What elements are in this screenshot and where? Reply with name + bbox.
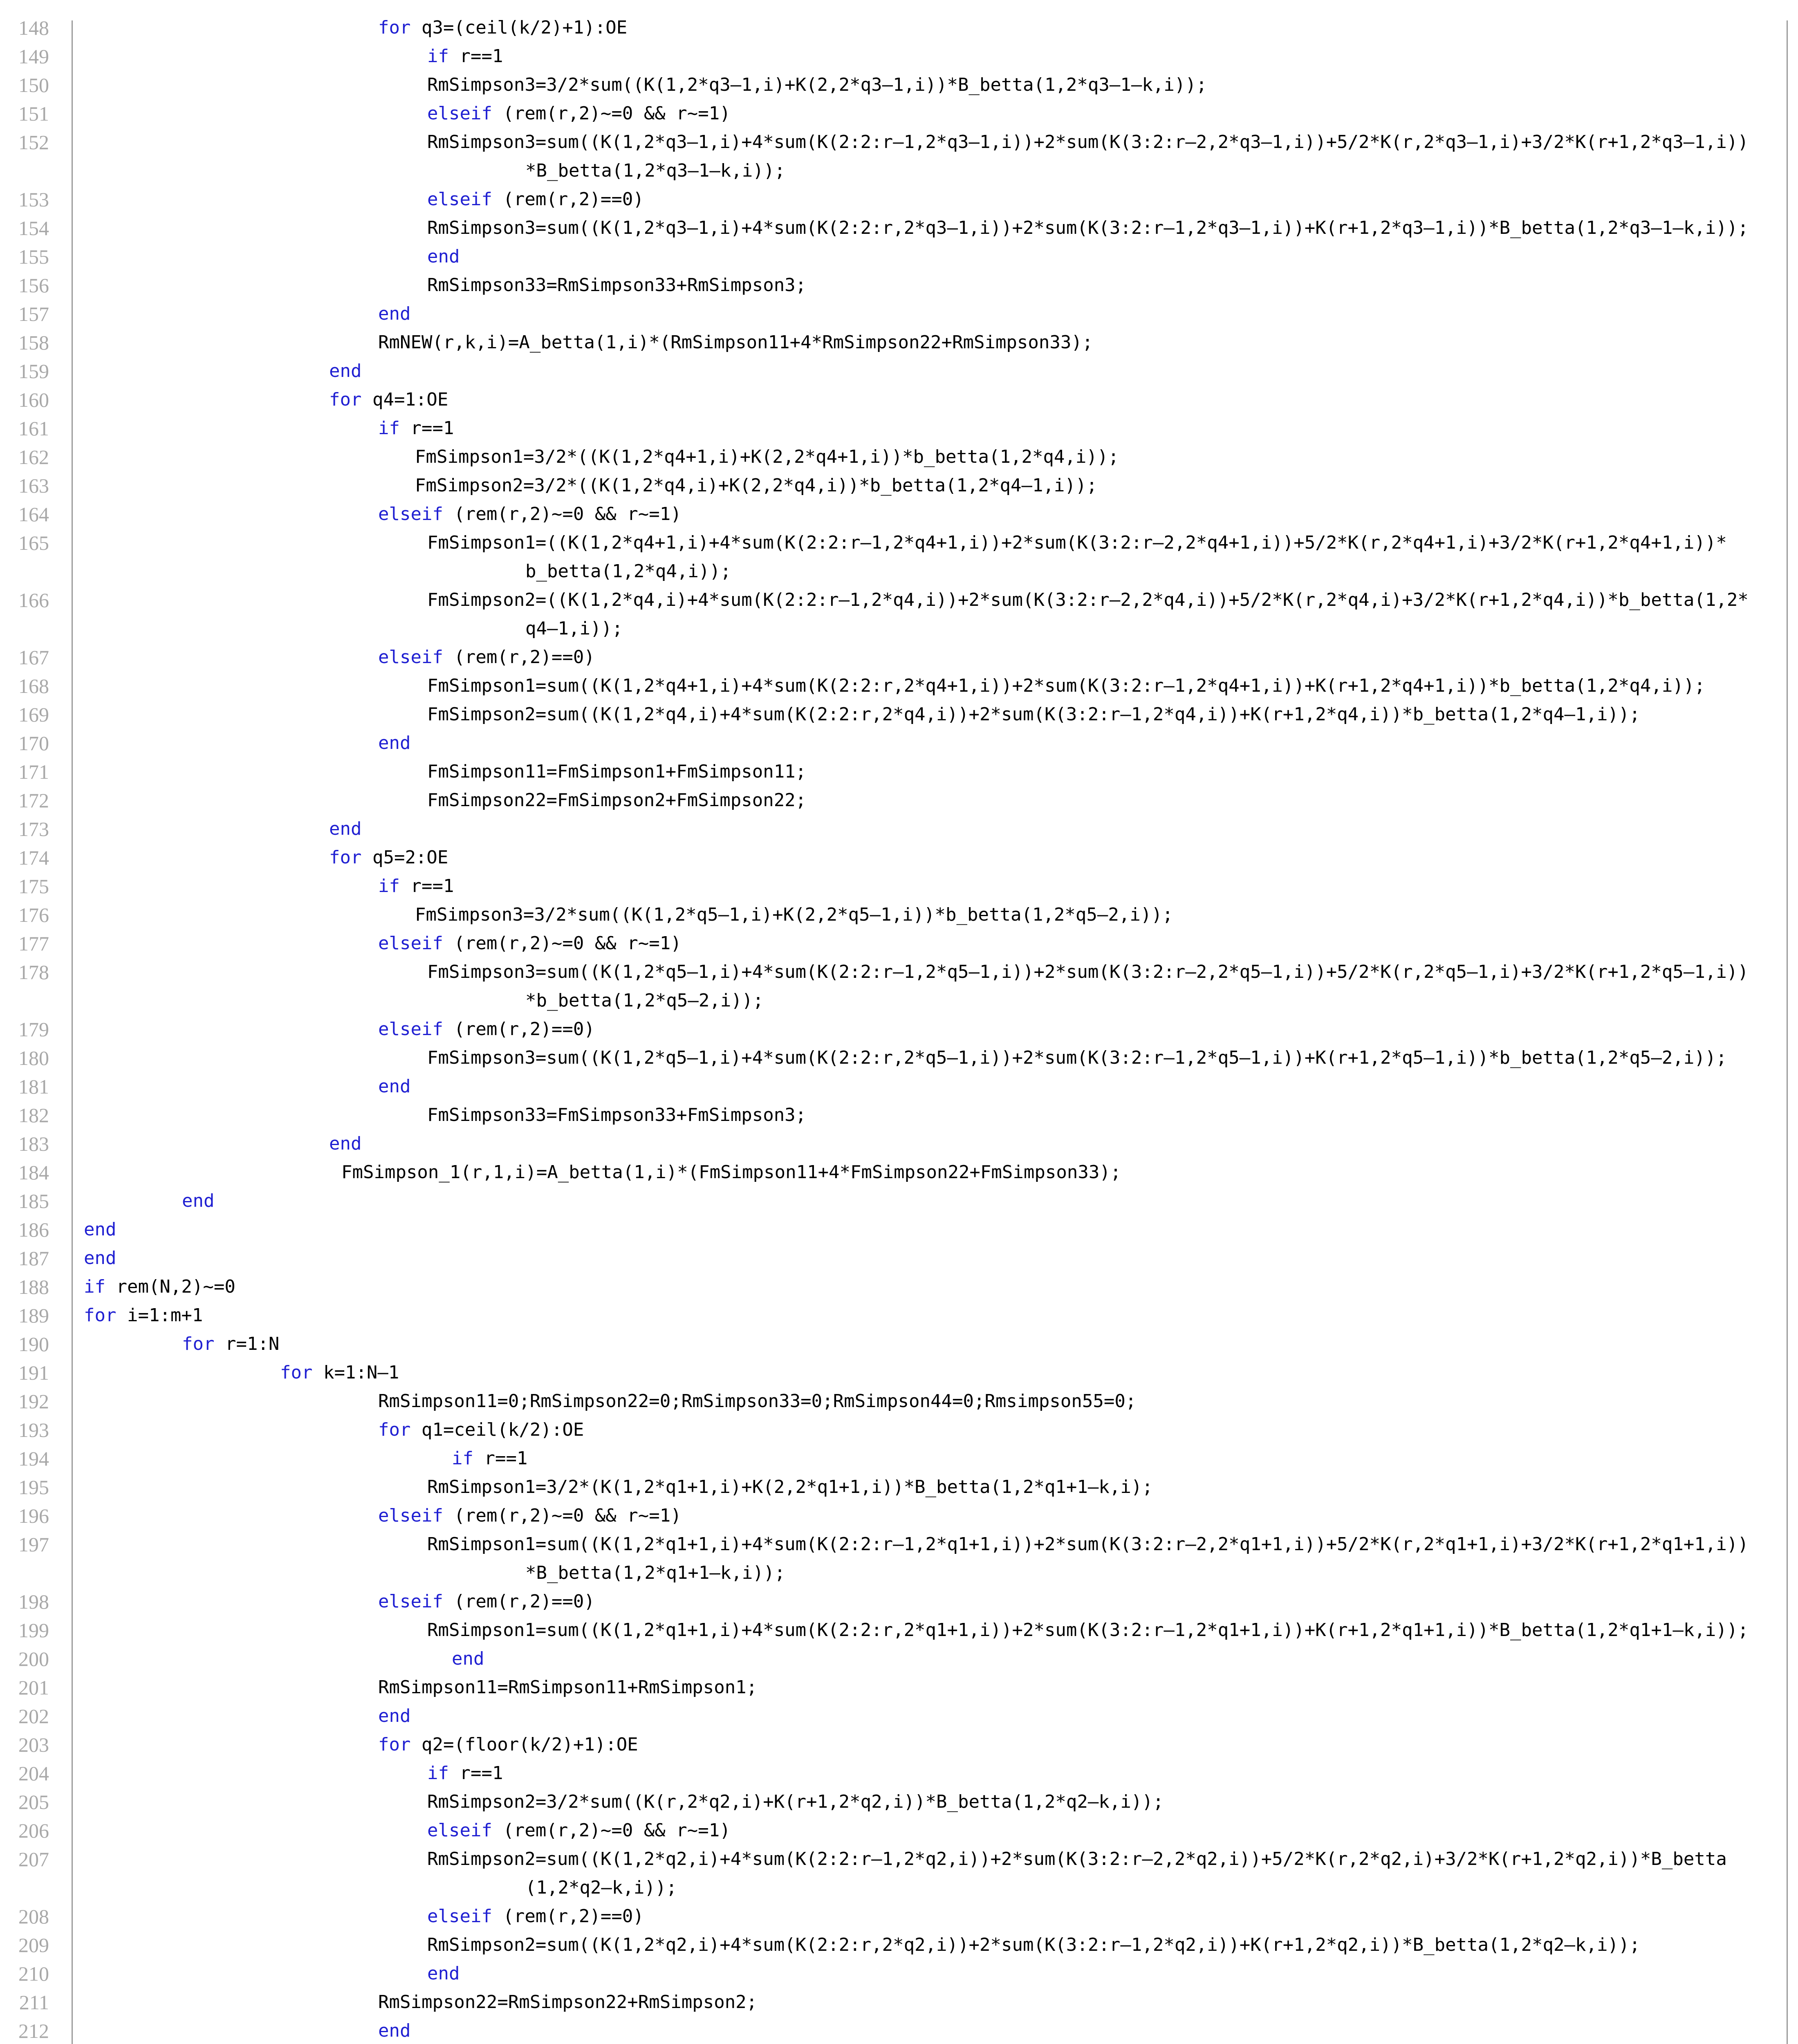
code-text: end [452, 1648, 484, 1669]
line-number: 149 [18, 45, 49, 68]
code-text: elseif (rem(r,2)~=0 && r~=1) [427, 103, 731, 124]
line-number: 174 [18, 846, 49, 869]
line-number: 172 [18, 789, 49, 812]
right-border [1787, 20, 1788, 2044]
code-text: elseif (rem(r,2)==0) [378, 1019, 595, 1040]
line-number: 188 [18, 1275, 49, 1298]
code-text: FmSimpson33=FmSimpson33+FmSimpson3; [427, 1105, 807, 1125]
code-text: for k=1:N—1 [280, 1362, 399, 1383]
line-number: 150 [18, 74, 49, 96]
code-text: FmSimpson11=FmSimpson1+FmSimpson11; [427, 761, 807, 782]
line-number: 155 [18, 245, 49, 268]
code-text: RmSimpson1=sum((K(1,2*q1+1,i)+4*sum(K(2:2:r,2*q1+1,i))+2*sum(K(3:2:r—1,2*q1+1,i))+K(r+1,2*q1+1,i))*B_betta(1,2*q1+1—k,i)); [427, 1620, 1749, 1641]
line-number: 190 [18, 1333, 49, 1356]
line-number: 212 [18, 2019, 49, 2042]
line-number: 182 [18, 1104, 49, 1127]
code-text: if r==1 [378, 418, 454, 439]
code-text: FmSimpson3=sum((K(1,2*q5—1,i)+4*sum(K(2:2:r—1,2*q5—1,i))+2*sum(K(3:2:r—2,2*q5—1,i))+5/2*K(r,2*q5—1,i)+3/2*K(r+1,2*q5—1,i)) [427, 961, 1749, 982]
code-text: FmSimpson22=FmSimpson2+FmSimpson22; [427, 790, 807, 811]
line-number: 207 [18, 1848, 49, 1871]
code-text: RmSimpson33=RmSimpson33+RmSimpson3; [427, 275, 807, 296]
code-text: RmSimpson3=sum((K(1,2*q3—1,i)+4*sum(K(2:2:r—1,2*q3—1,i))+2*sum(K(3:2:r—2,2*q3—1,i))+5/2*K(r,2*q3—1,i)+3/2*K(r+1,2*q3—1,i)) [427, 132, 1749, 152]
line-number: 211 [19, 1991, 49, 2014]
line-number: 162 [18, 446, 49, 468]
code-text: RmSimpson3=sum((K(1,2*q3—1,i)+4*sum(K(2:2:r,2*q3—1,i))+2*sum(K(3:2:r—1,2*q3—1,i))+K(r+1,2*q3—1,i))*B_betta(1,2*q3—1—k,i)); [427, 217, 1749, 238]
line-number: 187 [18, 1247, 49, 1270]
code-text: elseif (rem(r,2)~=0 && r~=1) [427, 1820, 731, 1841]
line-number: 193 [18, 1419, 49, 1441]
line-number: 201 [18, 1676, 49, 1699]
code-text: RmSimpson2=sum((K(1,2*q2,i)+4*sum(K(2:2:r,2*q2,i))+2*sum(K(3:2:r—1,2*q2,i))+K(r+1,2*q2,i))*B_betta(1,2*q2—k,i)); [427, 1934, 1640, 1955]
line-number: 173 [18, 818, 49, 840]
code-text: RmSimpson11=RmSimpson11+RmSimpson1; [378, 1677, 758, 1698]
line-number: 164 [18, 503, 49, 526]
line-number: 196 [18, 1504, 49, 1527]
code-text: elseif (rem(r,2)~=0 && r~=1) [378, 933, 682, 954]
code-text: for q4=1:OE [329, 389, 448, 410]
line-number: 192 [18, 1390, 49, 1413]
code-text: end [329, 1133, 362, 1154]
code-text: RmSimpson1=3/2*(K(1,2*q1+1,i)+K(2,2*q1+1,i))*B_betta(1,2*q1+1—k,i); [427, 1477, 1153, 1497]
code-text: for q5=2:OE [329, 847, 448, 868]
code-text: end [329, 818, 362, 839]
line-number: 203 [18, 1733, 49, 1756]
code-text: if r==1 [427, 46, 503, 67]
code-text: end [378, 1706, 411, 1726]
code-text: RmSimpson11=0;RmSimpson22=0;RmSimpson33=0;RmSimpson44=0;Rmsimpson55=0; [378, 1391, 1137, 1412]
line-number: 181 [18, 1075, 49, 1098]
line-number: 151 [18, 102, 49, 125]
line-number: 171 [18, 760, 49, 783]
line-number: 160 [18, 388, 49, 411]
line-number: 166 [18, 589, 49, 612]
line-number: 152 [18, 131, 49, 154]
code-text: end [427, 1963, 460, 1984]
line-number: 189 [18, 1304, 49, 1327]
line-number: 183 [18, 1132, 49, 1155]
code-text: FmSimpson1=sum((K(1,2*q4+1,i)+4*sum(K(2:2:r,2*q4+1,i))+2*sum(K(3:2:r—1,2*q4+1,i))+K(r+1,2*q4+1,i))*b_betta(1,2*q4,i)); [427, 675, 1705, 696]
code-text: b_betta(1,2*q4,i)); [525, 561, 731, 582]
line-number: 185 [18, 1190, 49, 1213]
line-number: 195 [18, 1476, 49, 1499]
line-number: 169 [18, 703, 49, 726]
line-number: 178 [18, 961, 49, 984]
line-number: 209 [18, 1934, 49, 1957]
code-text: FmSimpson3=3/2*sum((K(1,2*q5—1,i)+K(2,2*q5—1,i))*b_betta(1,2*q5—2,i)); [415, 904, 1173, 925]
line-number: 167 [18, 646, 49, 669]
code-text: end [378, 733, 411, 753]
code-text: RmSimpson3=3/2*sum((K(1,2*q3—1,i)+K(2,2*q3—1,i))*B_betta(1,2*q3—1—k,i)); [427, 74, 1207, 95]
code-text: RmSimpson2=3/2*sum((K(r,2*q2,i)+K(r+1,2*q2,i))*B_betta(1,2*q2—k,i)); [427, 1791, 1164, 1812]
line-number: 180 [18, 1047, 49, 1069]
code-text: FmSimpson1=3/2*((K(1,2*q4+1,i)+K(2,2*q4+1,i))*b_betta(1,2*q4,i)); [415, 446, 1119, 467]
line-number: 168 [18, 675, 49, 697]
code-text: if r==1 [452, 1448, 528, 1469]
code-text: elseif (rem(r,2)==0) [427, 189, 644, 210]
code-text: FmSimpson_1(r,1,i)=A_betta(1,i)*(FmSimpson11+4*FmSimpson22+FmSimpson33); [341, 1162, 1121, 1183]
code-text: if r==1 [378, 876, 454, 896]
code-text: for q3=(ceil(k/2)+1):OE [378, 17, 628, 38]
code-text: q4—1,i)); [525, 618, 623, 639]
code-text: FmSimpson2=((K(1,2*q4,i)+4*sum(K(2:2:r—1,2*q4,i))+2*sum(K(3:2:r—2,2*q4,i))+5/2*K(r,2*q4,i)+3/2*K(r+1,2*q4,i))*b_betta(1,2* [427, 589, 1749, 610]
code-text: if r==1 [427, 1763, 503, 1784]
code-text: RmNEW(r,k,i)=A_betta(1,i)*(RmSimpson11+4*RmSimpson22+RmSimpson33); [378, 332, 1093, 353]
code-text: elseif (rem(r,2)==0) [378, 1591, 595, 1612]
code-text: elseif (rem(r,2)~=0 && r~=1) [378, 1505, 682, 1526]
line-number: 199 [18, 1619, 49, 1642]
code-text: end [182, 1190, 215, 1211]
line-number: 156 [18, 274, 49, 297]
code-text: FmSimpson1=((K(1,2*q4+1,i)+4*sum(K(2:2:r—1,2*q4+1,i))+2*sum(K(3:2:r—2,2*q4+1,i))+5/2*K(r,2*q4+1,i)+3/2*K(r+1,2*q4+1,i))* [427, 532, 1727, 553]
line-number: 159 [18, 360, 49, 383]
line-number: 197 [18, 1533, 49, 1556]
line-number: 205 [18, 1791, 49, 1813]
code-text: end [378, 303, 411, 324]
line-number: 191 [18, 1361, 49, 1384]
code-text: end [378, 1076, 411, 1097]
code-text: *B_betta(1,2*q3—1—k,i)); [525, 160, 785, 181]
code-text: end [378, 2020, 411, 2041]
line-number: 148 [18, 16, 49, 39]
code-text: RmSimpson1=sum((K(1,2*q1+1,i)+4*sum(K(2:2:r—1,2*q1+1,i))+2*sum(K(3:2:r—2,2*q1+1,i))+5/2*K(r,2*q1+1,i)+3/2*K(r+1,2*q1+1,i)) [427, 1534, 1749, 1555]
line-number: 170 [18, 732, 49, 755]
code-text: end [84, 1248, 117, 1269]
line-number: 200 [18, 1647, 49, 1670]
line-number: 204 [18, 1762, 49, 1785]
line-number: 206 [18, 1819, 49, 1842]
line-number: 154 [18, 217, 49, 240]
line-number: 198 [18, 1590, 49, 1613]
gutter-divider [72, 20, 73, 2044]
code-text: end [329, 361, 362, 381]
code-text: *b_betta(1,2*q5—2,i)); [525, 990, 764, 1011]
line-number: 176 [18, 903, 49, 926]
line-number: 184 [18, 1161, 49, 1184]
line-number: 208 [18, 1905, 49, 1928]
line-number: 179 [18, 1018, 49, 1041]
code-text: elseif (rem(r,2)==0) [427, 1906, 644, 1927]
line-number: 153 [18, 188, 49, 211]
line-number: 210 [18, 1962, 49, 1985]
line-number: 202 [18, 1705, 49, 1728]
line-number: 186 [18, 1218, 49, 1241]
line-number: 194 [18, 1447, 49, 1470]
code-text: elseif (rem(r,2)==0) [378, 647, 595, 668]
code-text: for q2=(floor(k/2)+1):OE [378, 1734, 638, 1755]
code-text: for r=1:N [182, 1334, 280, 1354]
line-number: 175 [18, 875, 49, 898]
code-text: end [427, 246, 460, 267]
code-text: for q1=ceil(k/2):OE [378, 1419, 584, 1440]
line-number: 177 [18, 932, 49, 955]
line-number: 158 [18, 331, 49, 354]
code-text: (1,2*q2—k,i)); [525, 1877, 677, 1898]
line-number: 163 [18, 474, 49, 497]
code-text: FmSimpson3=sum((K(1,2*q5—1,i)+4*sum(K(2:2:r,2*q5—1,i))+2*sum(K(3:2:r—1,2*q5—1,i))+K(r+1,2*q5—1,i))*b_betta(1,2*q5—2,i)); [427, 1047, 1727, 1068]
code-text: end [84, 1219, 117, 1240]
code-text: FmSimpson2=sum((K(1,2*q4,i)+4*sum(K(2:2:r,2*q4,i))+2*sum(K(3:2:r—1,2*q4,i))+K(r+1,2*q4,i))*b_betta(1,2*q4—1,i)); [427, 704, 1640, 725]
code-text: elseif (rem(r,2)~=0 && r~=1) [378, 504, 682, 524]
code-text: RmSimpson2=sum((K(1,2*q2,i)+4*sum(K(2:2:r—1,2*q2,i))+2*sum(K(3:2:r—2,2*q2,i))+5/2*K(r,2*q2,i)+3/2*K(r+1,2*q2,i))*B_betta [427, 1849, 1727, 1869]
code-text: for i=1:m+1 [84, 1305, 203, 1326]
line-number: 157 [18, 303, 49, 325]
line-number: 165 [18, 531, 49, 554]
code-text: FmSimpson2=3/2*((K(1,2*q4,i)+K(2,2*q4,i))*b_betta(1,2*q4—1,i)); [415, 475, 1097, 496]
code-text: if rem(N,2)~=0 [84, 1276, 235, 1297]
code-text: *B_betta(1,2*q1+1—k,i)); [525, 1562, 785, 1583]
code-text: RmSimpson22=RmSimpson22+RmSimpson2; [378, 1992, 758, 2013]
line-number: 161 [18, 417, 49, 440]
